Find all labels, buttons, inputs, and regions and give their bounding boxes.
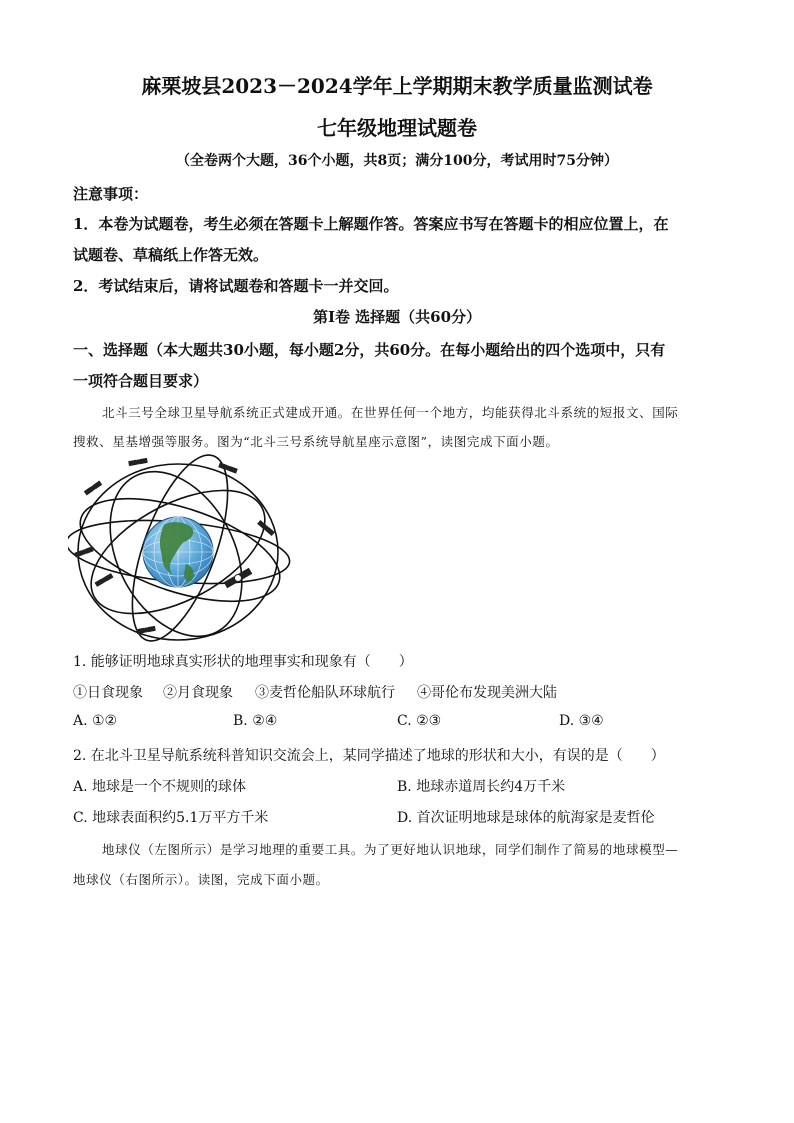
question-2-option-a[interactable]: A. 地球是一个不规则的球体 [73, 779, 247, 795]
question-1-option-b[interactable]: B. ②④ [233, 713, 278, 729]
question-1-option-a[interactable]: A. ①② [73, 713, 118, 729]
notes-item-1-line-2: 试题卷、草稿纸上作答无效。 [73, 246, 269, 264]
question-1-item-1: ①日食现象 [73, 685, 143, 701]
question-2-option-d[interactable]: D. 首次证明地球是球体的航海家是麦哲伦 [397, 810, 655, 826]
question-2-option-b[interactable]: B. 地球赤道周长约4万千米 [397, 779, 566, 795]
question-1-stem: 1. 能够证明地球真实形状的地理事实和现象有（ ） [73, 654, 413, 670]
passage2-line-2: 地球仪（右图所示）。读图，完成下面小题。 [73, 872, 329, 887]
question-2-stem: 2. 在北斗卫星导航系统科普知识交流会上，某同学描述了地球的形状和大小，有误的是（ ） [73, 748, 665, 764]
question-1-item-4: ④哥伦布发现美洲大陆 [417, 685, 557, 701]
satellite-icon [219, 463, 237, 473]
section-heading-line-2: 一项符合题目要求） [73, 372, 209, 390]
passage2-line-1: 地球仪（左图所示）是学习地理的重要工具。为了更好地认识地球，同学们制作了简易的地球模型— [102, 842, 679, 857]
notes-item-2: 2．考试结束后，请将试题卷和答题卡一并交回。 [73, 277, 399, 295]
question-1-option-c[interactable]: C. ②③ [397, 713, 442, 729]
exam-subject-title: 七年级地理试题卷 [317, 116, 477, 140]
passage1-line-2: 搜救、星基增强等服务。图为“北斗三号系统导航星座示意图”，读图完成下面小题。 [73, 434, 559, 449]
satellite-icon [224, 568, 252, 588]
notes-heading: 注意事项： [73, 185, 149, 203]
exam-info: （全卷两个大题，36个小题，共8页；满分100分，考试用时75分钟） [176, 153, 618, 169]
satellite-icon [137, 626, 155, 633]
question-1-option-d[interactable]: D. ③④ [559, 713, 604, 729]
section-heading-line-1: 一、选择题（本大题共30小题，每小题2分，共60分。在每小题给出的四个选项中，只有 [73, 341, 666, 359]
satellite-icon [129, 458, 147, 465]
question-1-item-3: ③麦哲伦船队环球航行 [255, 685, 395, 701]
question-2-option-c[interactable]: C. 地球表面积约5.1万平方千米 [73, 810, 269, 826]
beidou-constellation-figure [68, 452, 293, 644]
passage1-line-1: 北斗三号全球卫星导航系统正式建成开通。在世界任何一个地方，均能获得北斗系统的短报文、国际 [102, 405, 679, 420]
question-1-item-2: ②月食现象 [163, 685, 233, 701]
satellite-icon [84, 481, 101, 495]
notes-item-1-line-1: 1．本卷为试题卷，考生必须在答题卡上解题作答。答案应书写在答题卡的相应位置上，在 [73, 215, 669, 233]
exam-title: 麻栗坡县2023－2024学年上学期期末教学质量监测试卷 [141, 74, 653, 98]
part1-heading: 第Ⅰ卷 选择题（共60分） [312, 308, 482, 326]
constellation-diagram [68, 452, 293, 644]
satellite-icon [95, 574, 113, 586]
